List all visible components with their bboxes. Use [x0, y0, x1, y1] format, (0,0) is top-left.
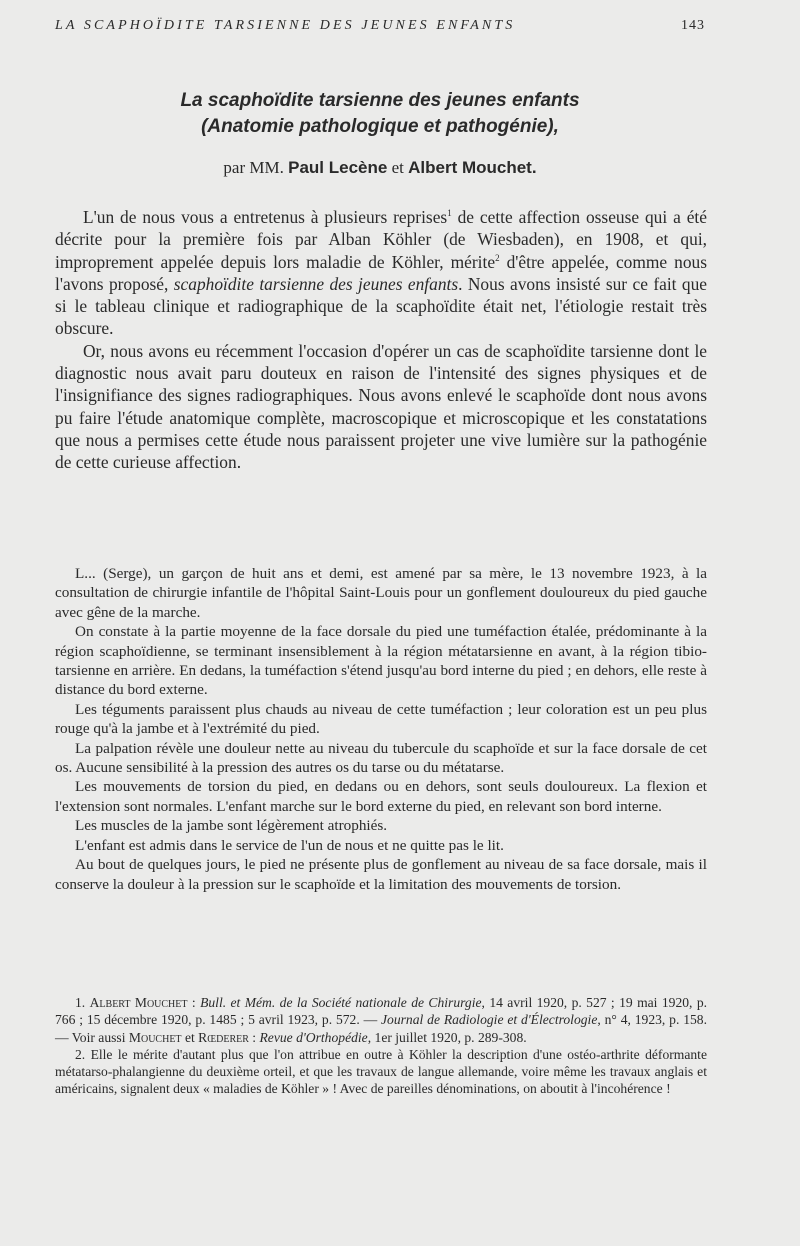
footnote-1-text-b: , 14 avril 1920, p. 527 ; 19 mai 1920, p. 766 ; 15 décembre 1920, p. 1485 ; 5 avril 1923, p. 572. —	[55, 995, 708, 1028]
case-report	[55, 564, 707, 894]
intro-p1-text-d: . Nous avons insisté sur ce fait que si le tableau clinique et radiographique de la scaphoïdite était net, l'étiologie restait très obscure.	[55, 273, 708, 339]
footnotes	[55, 994, 707, 1098]
author-name-2: Albert Mouchet.	[408, 158, 537, 177]
case-paragraph: Au bout de quelques jours, le pied ne présente plus de gonflement au niveau de sa face dorsale, mais il conserve la douleur à la pression sur le scaphoïde et la limitation des mouvements de torsion.	[55, 856, 707, 893]
footnote-1	[55, 994, 707, 1046]
case-paragraph: L... (Serge), un garçon de huit ans et demi, est amené par sa mère, le 13 novembre 1923, à la consultation de chirurgie infantile de l'hôpital Saint-Louis pour un gonflement douloureux du pied gauche avec gêne de la marche.	[55, 565, 707, 621]
footnote-1-journal-2: Journal de Radiologie et d'Électrologie	[381, 1012, 598, 1028]
running-header	[55, 18, 705, 42]
footnote-1-text-d: et	[181, 1029, 199, 1045]
running-title: LA SCAPHOÏDITE TARSIENNE DES JEUNES ENFANTS	[55, 18, 516, 33]
intro-paragraph-1	[55, 206, 707, 340]
article-title-line1: La scaphoïdite tarsienne des jeunes enfants	[180, 90, 580, 111]
article-title	[55, 88, 705, 140]
intro-p1-text-c: d'être appelée, comme nous l'avons proposé,	[55, 251, 708, 294]
intro-paragraph-2: Or, nous avons eu récemment l'occasion d'opérer un cas de scaphoïdite tarsienne dont le diagnostic nous avait paru douteux en raison de l'intensité des signes physiques et de l'insignifiance des signes radiographiques. Nous avons enlevé le scaphoïde dont nous avons pu faire l'étude anatomique complète, macroscopique et microscopique et les constatations que nous a permises cette étude nous paraissent projeter une vive lumière sur la pathogénie de cette curieuse affection.	[55, 340, 707, 473]
intro-p1-text-b: de cette affection osseuse qui a été décrite pour la première fois par Alban Köhler (de Wiesbaden), en 1908, et qui, improprement appelée depuis lors maladie de Köhler, mérite	[55, 207, 707, 272]
footnote-1-author-2: Mouchet	[128, 1029, 182, 1045]
introduction	[55, 206, 707, 474]
footnote-1-journal-1: Bull. et Mém. de la Société nationale de Chirurgie	[200, 995, 482, 1010]
footnote-1-text-a: :	[187, 995, 201, 1010]
case-paragraph: La palpation révèle une douleur nette au niveau du tubercule du scaphoïde et sur la face dorsale de cet os. Aucune sensibilité à la pression des autres os du tarse ou du métatarse.	[55, 739, 707, 777]
author-prefix: par MM.	[223, 158, 284, 177]
footnote-1-text-e: :	[248, 1029, 260, 1045]
page-number: 143	[681, 18, 705, 33]
case-paragraph: L'enfant est admis dans le service de l'un de nous et ne quitte pas le lit.	[75, 836, 504, 854]
footnote-1-text-f: , 1er juillet 1920, p. 289-308.	[367, 1029, 527, 1045]
article-title-line2: (Anatomie pathologique et pathogénie),	[201, 116, 559, 137]
author-name-1: Paul Lecène	[288, 158, 388, 177]
case-paragraph: Les téguments paraissent plus chauds au niveau de cette tuméfaction ; leur coloration est un peu plus rouge qu'à la jambe et à l'extrémité du pied.	[55, 700, 707, 738]
footnote-1-author: Albert Mouchet	[89, 995, 188, 1010]
footnote-2: 2. Elle le mérite d'autant plus que l'on attribue en outre à Köhler la description d'une ostéo-arthrite déformante métatarso-phalangienne du deuxième orteil, et que les travaux de langue allemande, voire même les travaux anglais et américains, signalent deux « maladies de Köhler » ! Avec de pareilles dénominations, on aboutit à l'incohérence !	[55, 1046, 707, 1097]
footnote-ref-2: 2	[495, 252, 500, 263]
intro-p1-text-a: L'un de nous vous a entretenus à plusieurs reprises	[83, 207, 448, 227]
case-paragraph: Les mouvements de torsion du pied, en dedans ou en dehors, sont seuls douloureux. La flexion et l'extension sont normales. L'enfant marche sur le bord externe du pied, en relevant son bord interne.	[55, 778, 707, 815]
intro-p1-italic-term: scaphoïdite tarsienne des jeunes enfants	[173, 273, 459, 294]
footnote-1-number: 1.	[75, 995, 90, 1010]
footnote-1-author-3: Rœderer	[198, 1029, 249, 1045]
footnote-ref-1: 1	[447, 208, 452, 219]
footnote-1-text-c: , n° 4, 1923, p. 158. — Voir aussi	[55, 1012, 707, 1045]
case-paragraph: Les muscles de la jambe sont légèrement atrophiés.	[75, 817, 388, 835]
author-connector: et	[391, 158, 404, 177]
footnote-1-journal-3: Revue d'Orthopédie	[259, 1029, 368, 1045]
author-line	[55, 158, 705, 178]
case-paragraph: On constate à la partie moyenne de la face dorsale du pied une tuméfaction étalée, prédominante à la région scaphoïdienne, se terminant insensiblement à la région métatarsienne en avant, à la région tibio-tarsienne en arrière. En dedans, la tuméfaction s'étend jusqu'au bord interne du pied ; en dehors, elle reste à distance du bord externe.	[55, 623, 707, 699]
